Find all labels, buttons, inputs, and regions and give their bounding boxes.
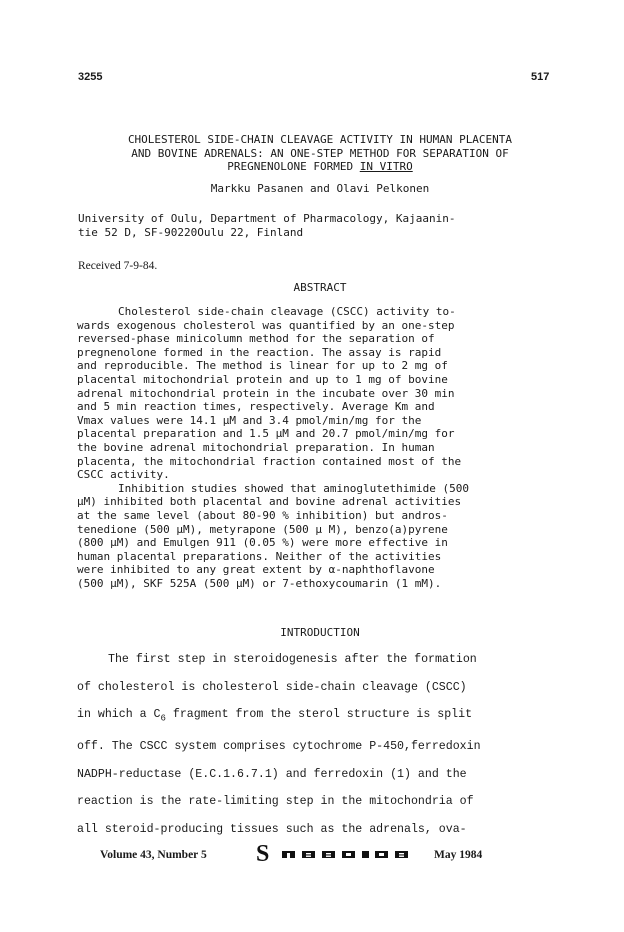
- logo-letter-blocks: [282, 851, 408, 858]
- affiliation-line-2: tie 52 D, SF-90220Oulu 22, Finland: [78, 225, 304, 239]
- intro-line-1: The first step in steroidogenesis after the formation: [108, 653, 477, 666]
- introduction-body: [77, 646, 557, 843]
- title-line-1: CHOLESTEROL SIDE-CHAIN CLEAVAGE ACTIVITY IN HUMAN PLACENTA: [127, 133, 513, 146]
- intro-line-6: reaction is the rate-limiting step in the mitochondria of: [77, 795, 474, 809]
- affiliation-line-1: University of Oulu, Department of Pharmacology, Kajaanin-: [78, 212, 456, 225]
- intro-line-3: [77, 701, 557, 733]
- footer-date: May 1984: [434, 849, 483, 861]
- received-date: Received 7-9-84.: [78, 260, 158, 272]
- abstract-body: [77, 305, 557, 590]
- abstract-heading: ABSTRACT: [293, 281, 347, 294]
- title-in-vitro-underlined: IN VITRO: [359, 160, 413, 174]
- steroids-journal-logo: [256, 844, 416, 864]
- intro-line-3-suffix: fragment from the sterol structure is split: [165, 708, 473, 722]
- logo-s-glyph: S: [256, 844, 270, 864]
- title-line-3-text: PREGNENOLONE FORMED: [227, 160, 360, 174]
- introduction-heading: INTRODUCTION: [280, 626, 360, 639]
- intro-line-5: NADPH-reductase (E.C.1.6.7.1) and ferredoxin (1) and the: [77, 767, 467, 781]
- page-header-left-number: 3255: [78, 71, 103, 83]
- page-header-right-number: 517: [531, 71, 550, 83]
- intro-line-3-prefix: in which a C: [77, 708, 161, 722]
- title-line-2: AND BOVINE ADRENALS: AN ONE-STEP METHOD FOR SEPARATION OF: [131, 146, 509, 160]
- article-title: [60, 133, 580, 174]
- affiliation: [78, 212, 456, 239]
- abstract-paragraph-2: Inhibition studies showed that aminoglutethimide (500 μM) inhibited both placental and bovine adrenal activities at the same level (about 80-90 % inhibition) but andros- tenedione (500 μM), metyrapone (500 μ M), benzo(a)pyrene (800 μM) and Emulgen 911 (0.05 %) were more effective in human placental preparations. Neither of the activities were inhibited to any great extent by α-naphthoflavone (500 μM), SKF 525A (500 μM) or 7-ethoxycoumarin (1 mM).: [77, 481, 469, 590]
- abstract-paragraph-1: Cholesterol side-chain cleavage (CSCC) activity to- wards exogenous cholesterol was quantified by an one-step reversed-phase minicolumn method for the separation of pregnenolone formed in the reaction. The assay is rapid and reproducible. The method is linear for up to 2 mg of placental mitochondrial protein and up to 1 mg of bovine adrenal mitochondrial protein in the incubate over 30 min and 5 min reaction times, respectively. Average Km and Vmax values were 14.1 μM and 3.4 pmol/min/mg for the placental preparation and 1.5 μM and 20.7 pmol/min/mg for the bovine adrenal mitochondrial preparation. In human placenta, the mitochondrial fraction contained most of the CSCC activity.: [77, 305, 462, 482]
- intro-line-4: off. The CSCC system comprises cytochrome P-450,ferredoxin: [77, 740, 481, 754]
- title-line-3: [60, 160, 580, 174]
- intro-line-2: of cholesterol is cholesterol side-chain cleavage (CSCC): [77, 680, 467, 694]
- authors: Markku Pasanen and Olavi Pelkonen: [210, 182, 430, 195]
- intro-line-7: all steroid-producing tissues such as the adrenals, ova-: [77, 822, 467, 836]
- intro-subscript: 6: [160, 713, 166, 724]
- footer-volume: Volume 43, Number 5: [100, 849, 207, 861]
